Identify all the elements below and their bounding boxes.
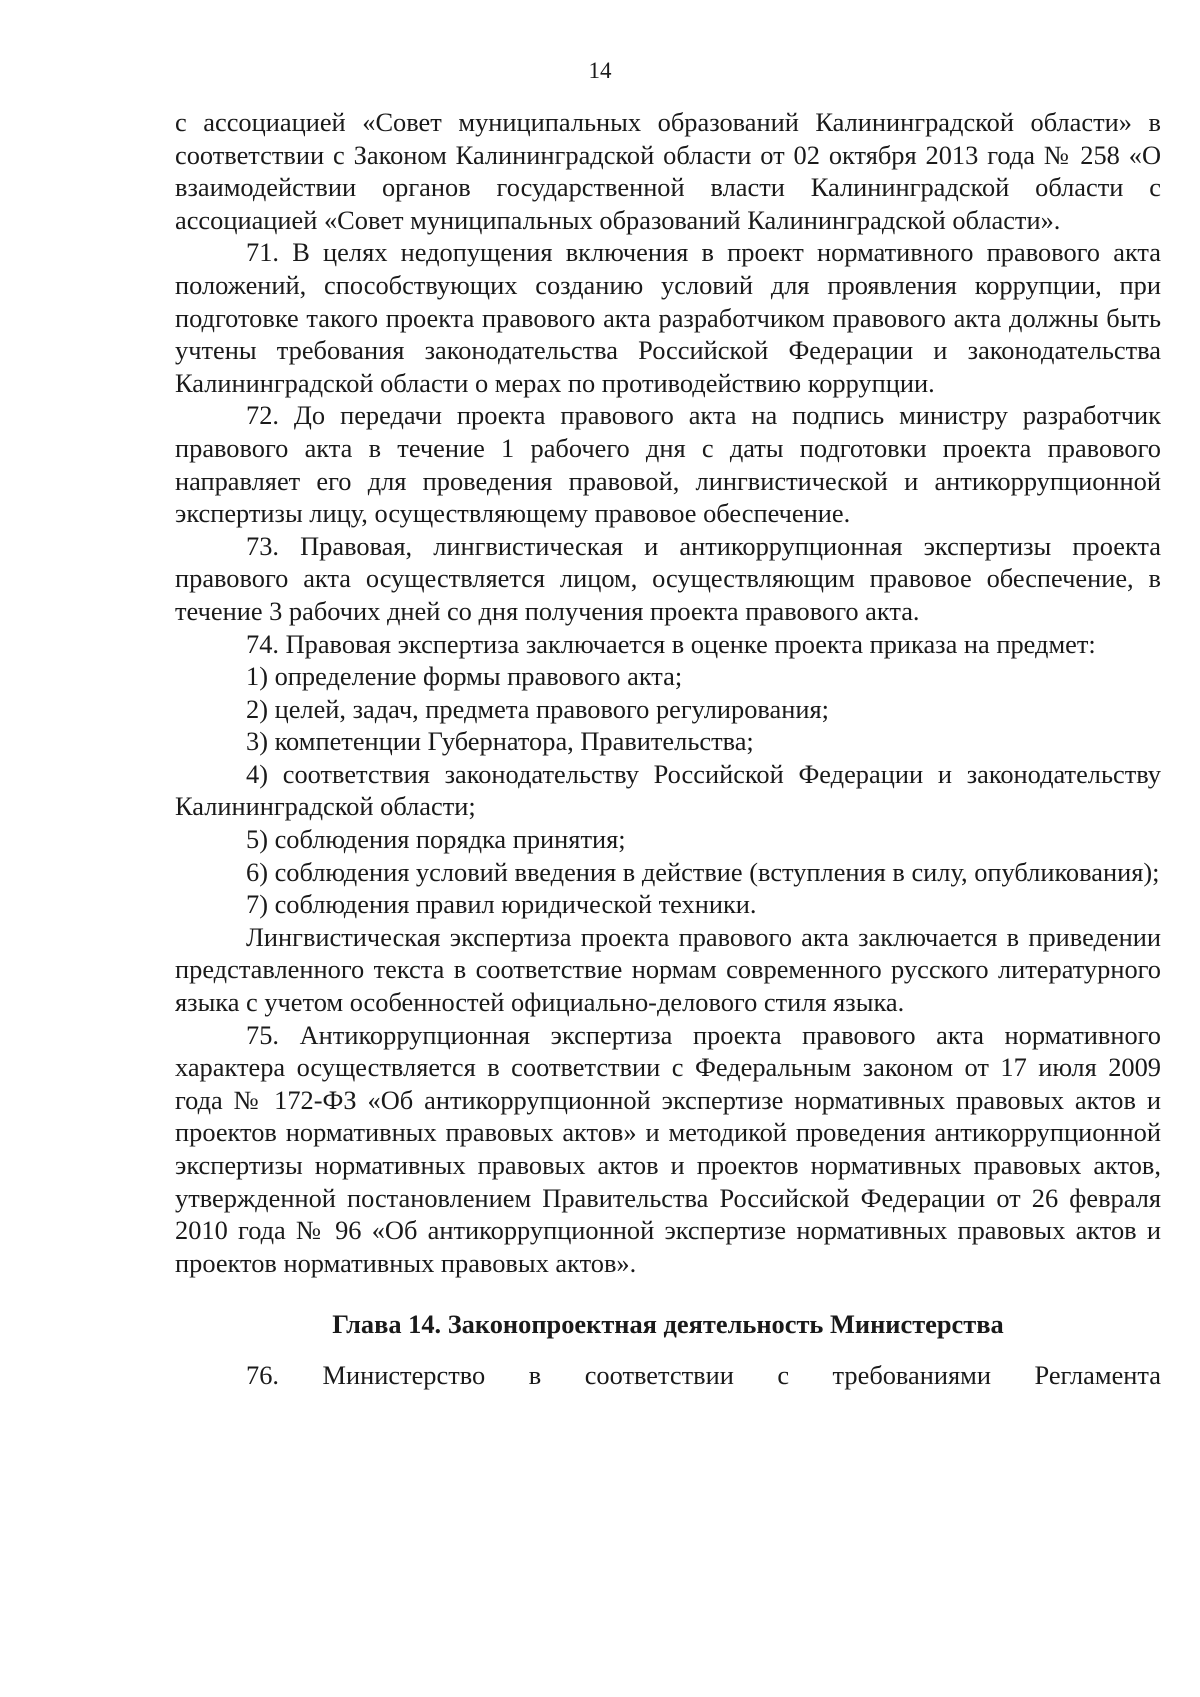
paragraph-73: 73. Правовая, лингвистическая и антикоррупционная экспертизы проекта правового акта осуществляется лицом, осуществляющим правовое обеспечение, в течение 3 рабочих дней со дня получения проекта правового акта.	[175, 530, 1161, 626]
list-item-4: 4) соответствия законодательству Российской Федерации и законодательству Калининградской области;	[175, 758, 1161, 822]
paragraph-75: 75. Антикоррупционная экспертиза проекта правового акта нормативного характера осуществляется в соответствии с Федеральным законом от 17 июля 2009 года № 172-ФЗ «Об антикоррупционной экспертизе нормативных правовых актов и проектов нормативных правовых актов» и методикой проведения антикоррупционной экспертизы нормативных правовых актов и проектов нормативных правовых актов, утвержденной постановлением Правительства Российской Федерации от 26 февраля 2010 года № 96 «Об антикоррупционной экспертизе нормативных правовых актов и проектов нормативных правовых актов».	[175, 1019, 1161, 1278]
list-item-5: 5) соблюдения порядка принятия;	[246, 824, 626, 855]
paragraph-continuation: с ассоциацией «Совет муниципальных образований Калининградской области» в соответствии с Законом Калининградской области от 02 октября 2013 года № 258 «О взаимодействии органов государственной власти Калининградской области с ассоциацией «Совет муниципальных образований Калининградской области».	[175, 107, 1161, 235]
paragraph-71: 71. В целях недопущения включения в проект нормативного правового акта положений, способствующих созданию условий для проявления коррупции, при подготовке такого проекта правового акта разработчиком правового акта должны быть учтены требования законодательства Российской Федерации и законодательства Калининградской области о мерах по противодействию коррупции.	[175, 237, 1161, 398]
list-item-2: 2) целей, задач, предмета правового регулирования;	[246, 693, 829, 724]
chapter-heading: Глава 14. Законопроектная деятельность Министерства	[332, 1309, 1004, 1340]
paragraph-72: 72. До передачи проекта правового акта на подпись министру разработчик правового акта в течение 1 рабочего дня с даты подготовки проекта правового направляет его для проведения правовой, лингвистической и антикоррупционной экспертизы лицу, осуществляющему правовое обеспечение.	[175, 400, 1161, 529]
list-item-6: 6) соблюдения условий введения в действие (вступления в силу, опубликования);	[246, 856, 1160, 887]
page-number: 14	[588, 58, 612, 83]
document-body	[175, 106, 1161, 1392]
paragraph-linguistic: Лингвистическая экспертиза проекта правового акта заключается в приведении представленного текста в соответствие нормам современного русского литературного языка с учетом особенностей официально-делового стиля языка.	[175, 921, 1161, 1018]
list-item-3: 3) компетенции Губернатора, Правительства;	[246, 726, 754, 757]
list-item-1: 1) определение формы правового акта;	[246, 661, 683, 692]
paragraph-74: 74. Правовая экспертиза заключается в оценке проекта приказа на предмет:	[246, 628, 1096, 659]
list-item-7: 7) соблюдения правил юридической техники.	[246, 889, 757, 920]
paragraph-76: 76. Министерство в соответствии с требованиями Регламента	[246, 1360, 1161, 1391]
